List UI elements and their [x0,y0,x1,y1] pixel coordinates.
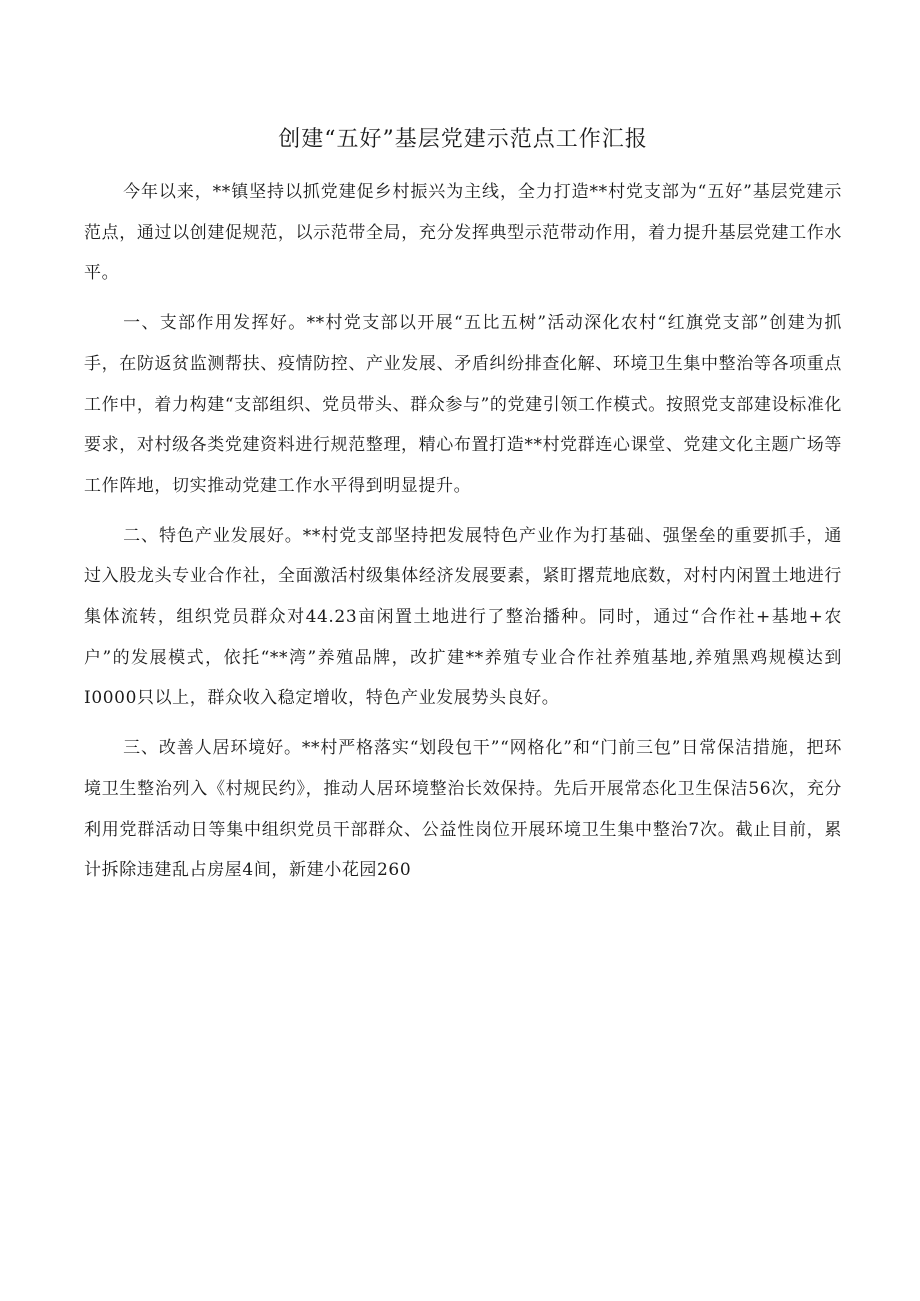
document-title: 创建“五好”基层党建示范点工作汇报 [278,127,648,152]
section-1-paragraph: 一、支部作用发挥好。**村党支部以开展“五比五树”活动深化农村“红旗党支部”创建为抓手，在防返贫监测帮扶、疫情防控、产业发展、矛盾纠纷排查化解、环境卫生集中整治等各项重点工作中，着力构建“支部组织、党员带头、群众参与”的党建引领工作模式。按照党支部建设标准化要求，对村级各类党建资料进行规范整理，精心布置打造**村党群连心课堂、党建文化主题广场等工作阵地，切实推动党建工作水平得到明显提升。 [84,313,842,496]
document-body [84,172,842,891]
section-2-paragraph: 二、特色产业发展好。**村党支部坚持把发展特色产业作为打基础、强堡垒的重要抓手，通过入股龙头专业合作社，全面激活村级集体经济发展要素，紧盯撂荒地底数，对村内闲置土地进行集体流转，组织党员群众对44.23亩闲置土地进行了整治播种。同时，通过“合作社+基地+农户”的发展模式，依托“**湾”养殖品牌，改扩建**养殖专业合作社养殖基地,养殖黑鸡规模达到I0000只以上，群众收入稳定增收，特色产业发展势头良好。 [84,525,842,709]
intro-paragraph: 今年以来，**镇坚持以抓党建促乡村振兴为主线，全力打造**村党支部为“五好”基层党建示范点，通过以创建促规范，以示范带全局，充分发挥典型示范带动作用，着力提升基层党建工作水平。 [84,182,842,284]
section-3-paragraph: 三、改善人居环境好。**村严格落实“划段包干”“网格化”和“门前三包”日常保洁措施，把环境卫生整治列入《村规民约》，推动人居环境整治长效保持。先后开展常态化卫生保洁56次，充分利用党群活动日等集中组织党员干部群众、公益性岗位开展环境卫生集中整治7次。截止目前，累计拆除违建乱占房屋4间，新建小花园260 [84,738,842,881]
